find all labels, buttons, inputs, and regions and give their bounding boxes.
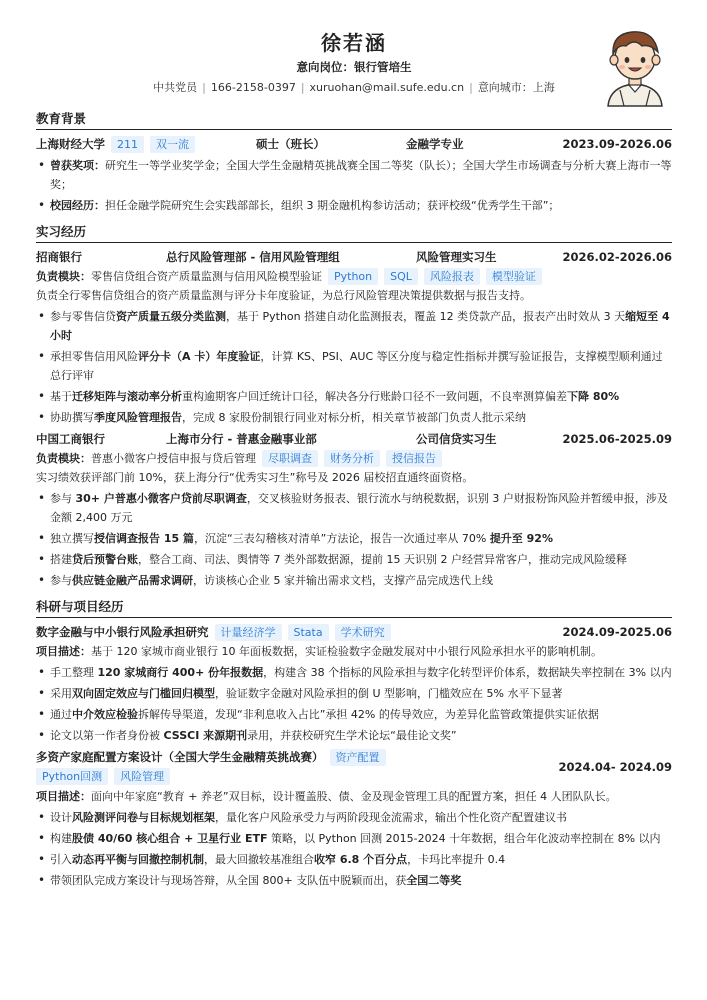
project-date: 2024.09-2025.06: [562, 625, 672, 639]
skill-tag: 计量经济学: [215, 624, 282, 641]
list-item: • 构建股债 40/60 核心组合 + 卫星行业 ETF 策略，以 Python 回测 2015-2024 十年数据，组合年化波动率控制在 8% 以内: [36, 829, 672, 848]
list-item: • 参与供应链金融产品需求调研，访谈核心企业 5 家并输出需求文档，支撑产品完成迭代上线: [36, 571, 672, 590]
company-name: 招商银行: [36, 250, 82, 264]
skill-tag: 风险报表: [424, 268, 480, 285]
resume-page: [36, 0, 672, 892]
list-item: • 独立撰写授信调查报告 15 篇，沉淀“三表勾稽核对清单”方法论，报告一次通过率从 70% 提升至 92%: [36, 529, 672, 548]
job-entry: [36, 247, 672, 427]
avatar-icon: [598, 22, 672, 108]
school-tag: 211: [111, 136, 144, 153]
phone: 166-2158-0397: [210, 81, 296, 94]
skill-tag: 尽职调查: [262, 450, 318, 467]
list-item: • 手工整理 120 家城商行 400+ 份年报数据，构建含 38 个指标的风险承担与数字化转型评价体系，数据缺失率控制在 3% 以内: [36, 663, 672, 682]
list-item: • 参与零售信贷资产质量五级分类监测，基于 Python 搭建自动化监测报表，覆盖 12 类贷款产品，报表产出时效从 3 天缩短至 4 小时: [36, 307, 672, 345]
skill-tag: Python: [328, 268, 378, 285]
list-item: • 基于迁移矩阵与滚动率分析重构逾期客户回迁统计口径，解决各分行账龄口径不一致问题，不良率测算偏差下降 80%: [36, 387, 672, 406]
list-item: • 论文以第一作者身份被 CSSCI 来源期刊录用，并获校研究生学术论坛“最佳论文奖”: [36, 726, 672, 745]
job-bullets: [36, 489, 672, 590]
degree: 硕士（班长）: [256, 137, 325, 151]
job-summary: 负责全行零售信贷组合的资产质量监测与评分卡年度验证，为总行风险管理决策提供数据与报告支持。: [36, 289, 531, 302]
separator: |: [469, 81, 473, 94]
list-item: • 设计风险测评问卷与目标规划框架，量化客户风险承受力与两阶段现金流需求，输出个性化资产配置建议书: [36, 808, 672, 827]
skill-tag: Stata: [288, 624, 329, 641]
job-entry: [36, 429, 672, 590]
list-item: • 引入动态再平衡与回撤控制机制，最大回撤较基准组合收窄 6.8 个百分点，卡玛比率提升 0.4: [36, 850, 672, 869]
list-item: • 采用双向固定效应与门槛回归模型，验证数字金融对风险承担的倒 U 型影响，门槛效应在 5% 水平下显著: [36, 684, 672, 703]
skill-tag: 授信报告: [386, 450, 442, 467]
project-date: 2024.04- 2024.09: [558, 760, 672, 774]
department: 总行风险管理部 - 信用风险管理组: [166, 250, 340, 264]
list-item: • 曾获奖项：研究生一等学业奖学金；全国大学生金融精英挑战赛全国二等奖（队长）；全国大学生市场调查与分析大赛上海市一等奖；: [36, 156, 672, 194]
target-city: 意向城市：上海: [477, 81, 555, 94]
job-role: 风险管理实习生: [416, 250, 497, 264]
major: 金融学专业: [406, 137, 464, 151]
skill-tag: Python回测: [36, 768, 108, 785]
education-row: [36, 134, 672, 154]
project-entry: [36, 747, 672, 890]
education-bullets: [36, 156, 672, 215]
project-bullets: [36, 663, 672, 745]
separator: |: [300, 81, 305, 94]
skill-tag: 风险管理: [114, 768, 170, 785]
job-summary: 实习绩效获评部门前 10%，获上海分行“优秀实习生”称号及 2026 届校招直通终面资格。: [36, 471, 474, 484]
resume-header: [36, 0, 672, 96]
job-intent: 意向岗位：银行管培生: [296, 60, 412, 74]
school-tag: 双一流: [150, 136, 195, 153]
list-item: • 协助撰写季度风险管理报告，完成 8 家股份制银行同业对标分析，相关章节被部门负责人批示采纳: [36, 408, 672, 427]
job-header: [36, 247, 672, 267]
project-name: 多资产家庭配置方案设计（全国大学生金融精英挑战赛）: [36, 750, 324, 764]
school-name: 上海财经大学: [36, 137, 105, 151]
project-entry: [36, 622, 672, 745]
project-bullets: [36, 808, 672, 890]
political-status: 中共党员: [153, 81, 198, 94]
job-role: 公司信贷实习生: [416, 432, 497, 446]
education-date: 2023.09-2026.06: [562, 137, 672, 151]
skill-tag: 学术研究: [335, 624, 391, 641]
job-header: [36, 429, 672, 449]
skill-tag: 财务分析: [324, 450, 380, 467]
job-module: 负责模块：零售信贷组合资产质量监测与信用风险模型验证 Python SQL 风险报表 模型验证: [36, 267, 672, 286]
separator: |: [202, 81, 206, 94]
contact-line: [36, 80, 672, 96]
skill-tag: 模型验证: [486, 268, 542, 285]
project-header: [36, 622, 672, 642]
skill-tag: SQL: [384, 268, 418, 285]
list-item: • 通过中介效应检验拆解传导渠道，发现“非利息收入占比”承担 42% 的传导效应，为差异化监管政策提供实证依据: [36, 705, 672, 724]
job-date: 2025.06-2025.09: [562, 432, 672, 446]
company-name: 中国工商银行: [36, 432, 105, 446]
skill-tag: 资产配置: [330, 749, 386, 766]
section-title-internship: 实习经历: [36, 223, 672, 243]
candidate-name: 徐若涵: [321, 31, 387, 55]
department: 上海市分行 - 普惠金融事业部: [166, 432, 317, 446]
job-date: 2026.02-2026.06: [562, 250, 672, 264]
project-description: 项目描述：基于 120 家城市商业银行 10 年面板数据，实证检验数字金融发展对中小银行风险承担水平的影响机制。: [36, 645, 602, 658]
job-bullets: [36, 307, 672, 427]
list-item: • 搭建贷后预警台账，整合工商、司法、舆情等 7 类外部数据源，提前 15 天识别 2 户经营异常客户，推动完成风险缓释: [36, 550, 672, 569]
section-title-research: 科研与项目经历: [36, 598, 672, 618]
section-title-education: 教育背景: [36, 110, 672, 130]
list-item: • 参与 30+ 户普惠小微客户贷前尽职调查，交叉核验财务报表、银行流水与纳税数据，识别 3 户财报粉饰风险并暂缓申报，涉及金额 2,400 万元: [36, 489, 672, 527]
project-header: [36, 747, 672, 787]
list-item: • 承担零售信用风险评分卡（A 卡）年度验证，计算 KS、PSI、AUC 等区分度与稳定性指标并撰写验证报告，支撑模型顺利通过总行评审: [36, 347, 672, 385]
email: xuruohan@mail.sufe.edu.cn: [309, 81, 465, 94]
list-item: • 校园经历：担任金融学院研究生会实践部部长，组织 3 期金融机构参访活动；获评校级“优秀学生干部”；: [36, 196, 672, 215]
list-item: • 带领团队完成方案设计与现场答辩，从全国 800+ 支队伍中脱颖而出，获全国二等奖: [36, 871, 672, 890]
project-name: 数字金融与中小银行风险承担研究: [36, 625, 209, 639]
project-description: 项目描述：面向中年家庭“教育 + 养老”双目标，设计覆盖股、债、金及现金管理工具的配置方案，担任 4 人团队队长。: [36, 790, 617, 803]
job-module: 负责模块：普惠小微客户授信申报与贷后管理 尽职调查 财务分析 授信报告: [36, 449, 672, 468]
